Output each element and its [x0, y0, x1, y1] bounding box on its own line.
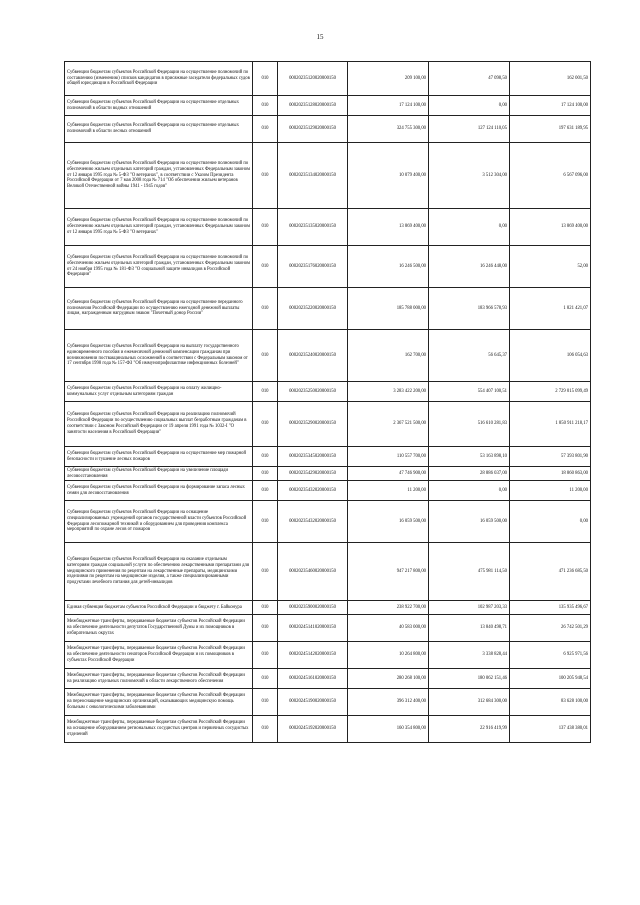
row-name: Межбюджетные трансферты, передаваемые бюджетам субъектов Российской Федерации на переоснащение медицинских организаций, оказывающих медицинскую помощь больным с онкологическими заболеваниями: [65, 689, 253, 716]
row-code: 010: [253, 143, 278, 209]
row-code: 010: [253, 209, 278, 246]
row-kbk-code: 00020235460020000150: [278, 543, 348, 601]
row-kbk-code: 00020235240020000150: [278, 330, 348, 382]
row-kbk-code: 00020235432020000150: [278, 501, 348, 543]
row-name: Субвенции бюджетам субъектов Российской Федерации на осуществление переданного полномочия Российской Федерации по осуществлению ежегодной денежной выплаты лицам, награжденным нагрудным знаком "Почетный донор России": [65, 288, 253, 330]
row-remaining-amount: 162 001,50: [510, 62, 591, 96]
table-row: [65, 642, 591, 669]
row-approved-amount: 17 124 100,00: [348, 96, 429, 116]
row-remaining-amount: 137 438 380,01: [510, 716, 591, 743]
row-name: Субвенции бюджетам субъектов Российской Федерации на оснащение специализированных учреждений органов государственной власти субъектов Российской Федерации лесопожарной техникой и оборудованием для проведения комплекса мероприятий по охране лесов от пожаров: [65, 501, 253, 543]
row-code: 010: [253, 447, 278, 467]
row-executed-amount: 516 610 281,83: [429, 402, 510, 447]
table-row: [65, 246, 591, 288]
row-code: 010: [253, 288, 278, 330]
row-name: Межбюджетные трансферты, передаваемые бюджетам субъектов Российской Федерации на реализацию отдельных полномочий в области лекарственного обеспечения: [65, 669, 253, 689]
row-remaining-amount: 6 567 096,00: [510, 143, 591, 209]
row-kbk-code: 00020245190020000150: [278, 689, 348, 716]
table-body: [65, 62, 591, 743]
row-approved-amount: 110 557 700,00: [348, 447, 429, 467]
row-remaining-amount: 1 821 421,07: [510, 288, 591, 330]
row-kbk-code: 00020235345020000150: [278, 447, 348, 467]
row-name: Межбюджетные трансферты, передаваемые бюджетам субъектов Российской Федерации на оснащение оборудованием региональных сосудистых центров и первичных сосудистых отделений: [65, 716, 253, 743]
row-code: 010: [253, 402, 278, 447]
row-kbk-code: 00020235429020000150: [278, 467, 348, 481]
row-name: Субвенции бюджетам субъектов Российской Федерации на осуществление отдельных полномочий в области лесных отношений: [65, 116, 253, 143]
row-approved-amount: 160 354 800,00: [348, 716, 429, 743]
row-name: Межбюджетные трансферты, передаваемые бюджетам субъектов Российской Федерации на обеспечение деятельности сенаторов Российской Федерации и их помощников в субъектах Российской Федерации: [65, 642, 253, 669]
row-code: 010: [253, 330, 278, 382]
row-executed-amount: 16 059 500,00: [429, 501, 510, 543]
row-kbk-code: 00020245141020000150: [278, 615, 348, 642]
table-row: [65, 209, 591, 246]
row-executed-amount: 16 246 448,00: [429, 246, 510, 288]
row-remaining-amount: 0,00: [510, 501, 591, 543]
row-code: 010: [253, 716, 278, 743]
row-name: Межбюджетные трансферты, передаваемые бюджетам субъектов Российской Федерации на обеспечение деятельности депутатов Государственной Думы и их помощников в избирательных округах: [65, 615, 253, 642]
row-remaining-amount: 1 850 911 218,17: [510, 402, 591, 447]
row-executed-amount: 28 886 037,00: [429, 467, 510, 481]
table-row: [65, 669, 591, 689]
row-code: 010: [253, 501, 278, 543]
row-executed-amount: 127 124 110,05: [429, 116, 510, 143]
row-approved-amount: 396 312 400,00: [348, 689, 429, 716]
row-executed-amount: 183 966 578,93: [429, 288, 510, 330]
row-remaining-amount: 135 935 496,67: [510, 601, 591, 615]
table-row: [65, 402, 591, 447]
row-code: 010: [253, 689, 278, 716]
row-executed-amount: 475 981 114,50: [429, 543, 510, 601]
row-remaining-amount: 6 925 971,56: [510, 642, 591, 669]
row-remaining-amount: 2 729 015 099,49: [510, 382, 591, 402]
row-remaining-amount: 18 860 863,00: [510, 467, 591, 481]
row-kbk-code: 00020245192020000150: [278, 716, 348, 743]
row-name: Субвенции бюджетам субъектов Российской Федерации на осуществление полномочий по обеспечению жильем отдельных категорий граждан, установленных Федеральным законом от 12 января 1995 года № 5-ФЗ "О ветеранах", в соответствии с Указом Президента Российской Федерации от 7 мая 2008 года № 714 "Об обеспечении жильем ветеранов Великой Отечественной войны 1941 - 1945 годов": [65, 143, 253, 209]
row-code: 010: [253, 615, 278, 642]
row-name: Субвенции бюджетам субъектов Российской Федерации на осуществление полномочий по обеспечению жильем отдельных категорий граждан, установленных Федеральным законом от 24 ноября 1995 года № 181-ФЗ "О социальной защите инвалидов в Российской Федерации": [65, 246, 253, 288]
row-executed-amount: 3 338 828,44: [429, 642, 510, 669]
row-name: Субвенции бюджетам субъектов Российской Федерации на формирование запаса лесных семян для лесовосстановления: [65, 481, 253, 501]
row-approved-amount: 40 583 000,00: [348, 615, 429, 642]
row-remaining-amount: 471 236 685,50: [510, 543, 591, 601]
row-name: Субвенции бюджетам субъектов Российской Федерации на осуществление полномочий по составлению (изменению) списков кандидатов в присяжные заседатели федеральных судов общей юрисдикции в Российской Федерации: [65, 62, 253, 96]
row-remaining-amount: 26 742 501,29: [510, 615, 591, 642]
row-executed-amount: 22 916 419,99: [429, 716, 510, 743]
row-executed-amount: 554 407 100,51: [429, 382, 510, 402]
row-name: Субвенции бюджетам субъектов Российской Федерации на оплату жилищно-коммунальных услуг отдельным категориям граждан: [65, 382, 253, 402]
table-row: [65, 543, 591, 601]
row-kbk-code: 00020235120020000150: [278, 62, 348, 96]
row-kbk-code: 00020245161020000150: [278, 669, 348, 689]
row-code: 010: [253, 382, 278, 402]
row-remaining-amount: 83 628 100,00: [510, 689, 591, 716]
row-name: Субвенции бюджетам субъектов Российской Федерации на осуществление отдельных полномочий в области водных отношений: [65, 96, 253, 116]
row-approved-amount: 2 367 521 500,00: [348, 402, 429, 447]
row-approved-amount: 11 200,00: [348, 481, 429, 501]
row-executed-amount: 53 163 898,10: [429, 447, 510, 467]
row-kbk-code: 00020235250020000150: [278, 382, 348, 402]
row-name: Субвенции бюджетам субъектов Российской Федерации на реализацию полномочий Российской Федерации по осуществлению социальных выплат безработным гражданам в соответствии с Законом Российской Федерации от 19 апреля 1991 года № 1032-I "О занятости населения в Российской Федерации": [65, 402, 253, 447]
row-executed-amount: 0,00: [429, 209, 510, 246]
table-row: [65, 467, 591, 481]
table-row: [65, 382, 591, 402]
row-code: 010: [253, 481, 278, 501]
row-executed-amount: 56 645,37: [429, 330, 510, 382]
row-approved-amount: 324 755 300,00: [348, 116, 429, 143]
table-row: [65, 615, 591, 642]
row-kbk-code: 00020235220020000150: [278, 288, 348, 330]
table-row: [65, 62, 591, 96]
row-executed-amount: 3 512 304,00: [429, 143, 510, 209]
row-approved-amount: 47 746 900,00: [348, 467, 429, 481]
row-approved-amount: 185 788 000,00: [348, 288, 429, 330]
table-row: [65, 716, 591, 743]
table-row: [65, 330, 591, 382]
row-code: 010: [253, 642, 278, 669]
row-remaining-amount: 106 054,63: [510, 330, 591, 382]
row-code: 010: [253, 62, 278, 96]
table-row: [65, 501, 591, 543]
row-approved-amount: 162 700,00: [348, 330, 429, 382]
row-approved-amount: 947 217 800,00: [348, 543, 429, 601]
table-row: [65, 143, 591, 209]
row-remaining-amount: 13 869 400,00: [510, 209, 591, 246]
row-kbk-code: 00020235128020000150: [278, 96, 348, 116]
row-remaining-amount: 100 205 948,54: [510, 669, 591, 689]
row-approved-amount: 13 869 400,00: [348, 209, 429, 246]
row-code: 010: [253, 543, 278, 601]
row-kbk-code: 00020235290020000150: [278, 402, 348, 447]
row-name: Субвенции бюджетам субъектов Российской Федерации на оказание отдельным категориям граждан социальной услуги по обеспечению лекарственными препаратами для медицинского применения по рецептам на лекарственные препараты, медицинскими изделиями по рецептам на медицинские изделия, а также специализированными продуктами лечебного питания для детей-инвалидов: [65, 543, 253, 601]
row-approved-amount: 16 059 500,00: [348, 501, 429, 543]
row-executed-amount: 47 098,50: [429, 62, 510, 96]
row-name: Единая субвенция бюджетам субъектов Российской Федерации и бюджету г. Байконура: [65, 601, 253, 615]
row-approved-amount: 280 268 100,00: [348, 669, 429, 689]
table-row: [65, 601, 591, 615]
table-row: [65, 288, 591, 330]
row-name: Субвенции бюджетам субъектов Российской Федерации на осуществление полномочий по обеспечению жильем отдельных категорий граждан, установленных Федеральным законом от 12 января 1995 года № 5-ФЗ "О ветеранах": [65, 209, 253, 246]
row-code: 010: [253, 601, 278, 615]
row-kbk-code: 00020245142020000150: [278, 642, 348, 669]
row-approved-amount: 10 079 400,00: [348, 143, 429, 209]
row-approved-amount: 10 264 800,00: [348, 642, 429, 669]
row-kbk-code: 00020235432020000150: [278, 481, 348, 501]
row-name: Субвенции бюджетам субъектов Российской Федерации на осуществление мер пожарной безопасности и тушение лесных пожаров: [65, 447, 253, 467]
row-kbk-code: 00020235135020000150: [278, 209, 348, 246]
row-executed-amount: 312 684 300,00: [429, 689, 510, 716]
row-executed-amount: 0,00: [429, 481, 510, 501]
row-kbk-code: 00020235134020000150: [278, 143, 348, 209]
table-row: [65, 447, 591, 467]
table-row: [65, 481, 591, 501]
row-remaining-amount: 17 124 100,00: [510, 96, 591, 116]
row-name: Субвенции бюджетам субъектов Российской Федерации на выплату государственного единовременного пособия и ежемесячной денежной компенсации гражданам при возникновении поствакцинальных осложнений в соответствии с Федеральным законом от 17 сентября 1998 года № 157-ФЗ "Об иммунопрофилактике инфекционных болезней": [65, 330, 253, 382]
budget-execution-table: [64, 61, 591, 743]
row-remaining-amount: 11 200,00: [510, 481, 591, 501]
row-code: 010: [253, 246, 278, 288]
row-executed-amount: 0,00: [429, 96, 510, 116]
page-number: 15: [316, 33, 324, 41]
table-row: [65, 689, 591, 716]
row-approved-amount: 3 283 422 200,00: [348, 382, 429, 402]
row-remaining-amount: 52,00: [510, 246, 591, 288]
row-remaining-amount: 57 393 801,90: [510, 447, 591, 467]
row-approved-amount: 238 922 700,00: [348, 601, 429, 615]
row-kbk-code: 00020235129020000150: [278, 116, 348, 143]
row-code: 010: [253, 467, 278, 481]
row-kbk-code: 00020235176020000150: [278, 246, 348, 288]
table-row: [65, 116, 591, 143]
row-executed-amount: 180 062 151,46: [429, 669, 510, 689]
row-executed-amount: 13 840 498,71: [429, 615, 510, 642]
row-approved-amount: 209 100,00: [348, 62, 429, 96]
row-name: Субвенции бюджетам субъектов Российской Федерации на увеличение площади лесовосстановления: [65, 467, 253, 481]
row-remaining-amount: 197 631 189,95: [510, 116, 591, 143]
row-kbk-code: 00020235900020000150: [278, 601, 348, 615]
row-code: 010: [253, 669, 278, 689]
row-approved-amount: 16 246 500,00: [348, 246, 429, 288]
row-executed-amount: 102 987 203,33: [429, 601, 510, 615]
row-code: 010: [253, 96, 278, 116]
table-row: [65, 96, 591, 116]
row-code: 010: [253, 116, 278, 143]
